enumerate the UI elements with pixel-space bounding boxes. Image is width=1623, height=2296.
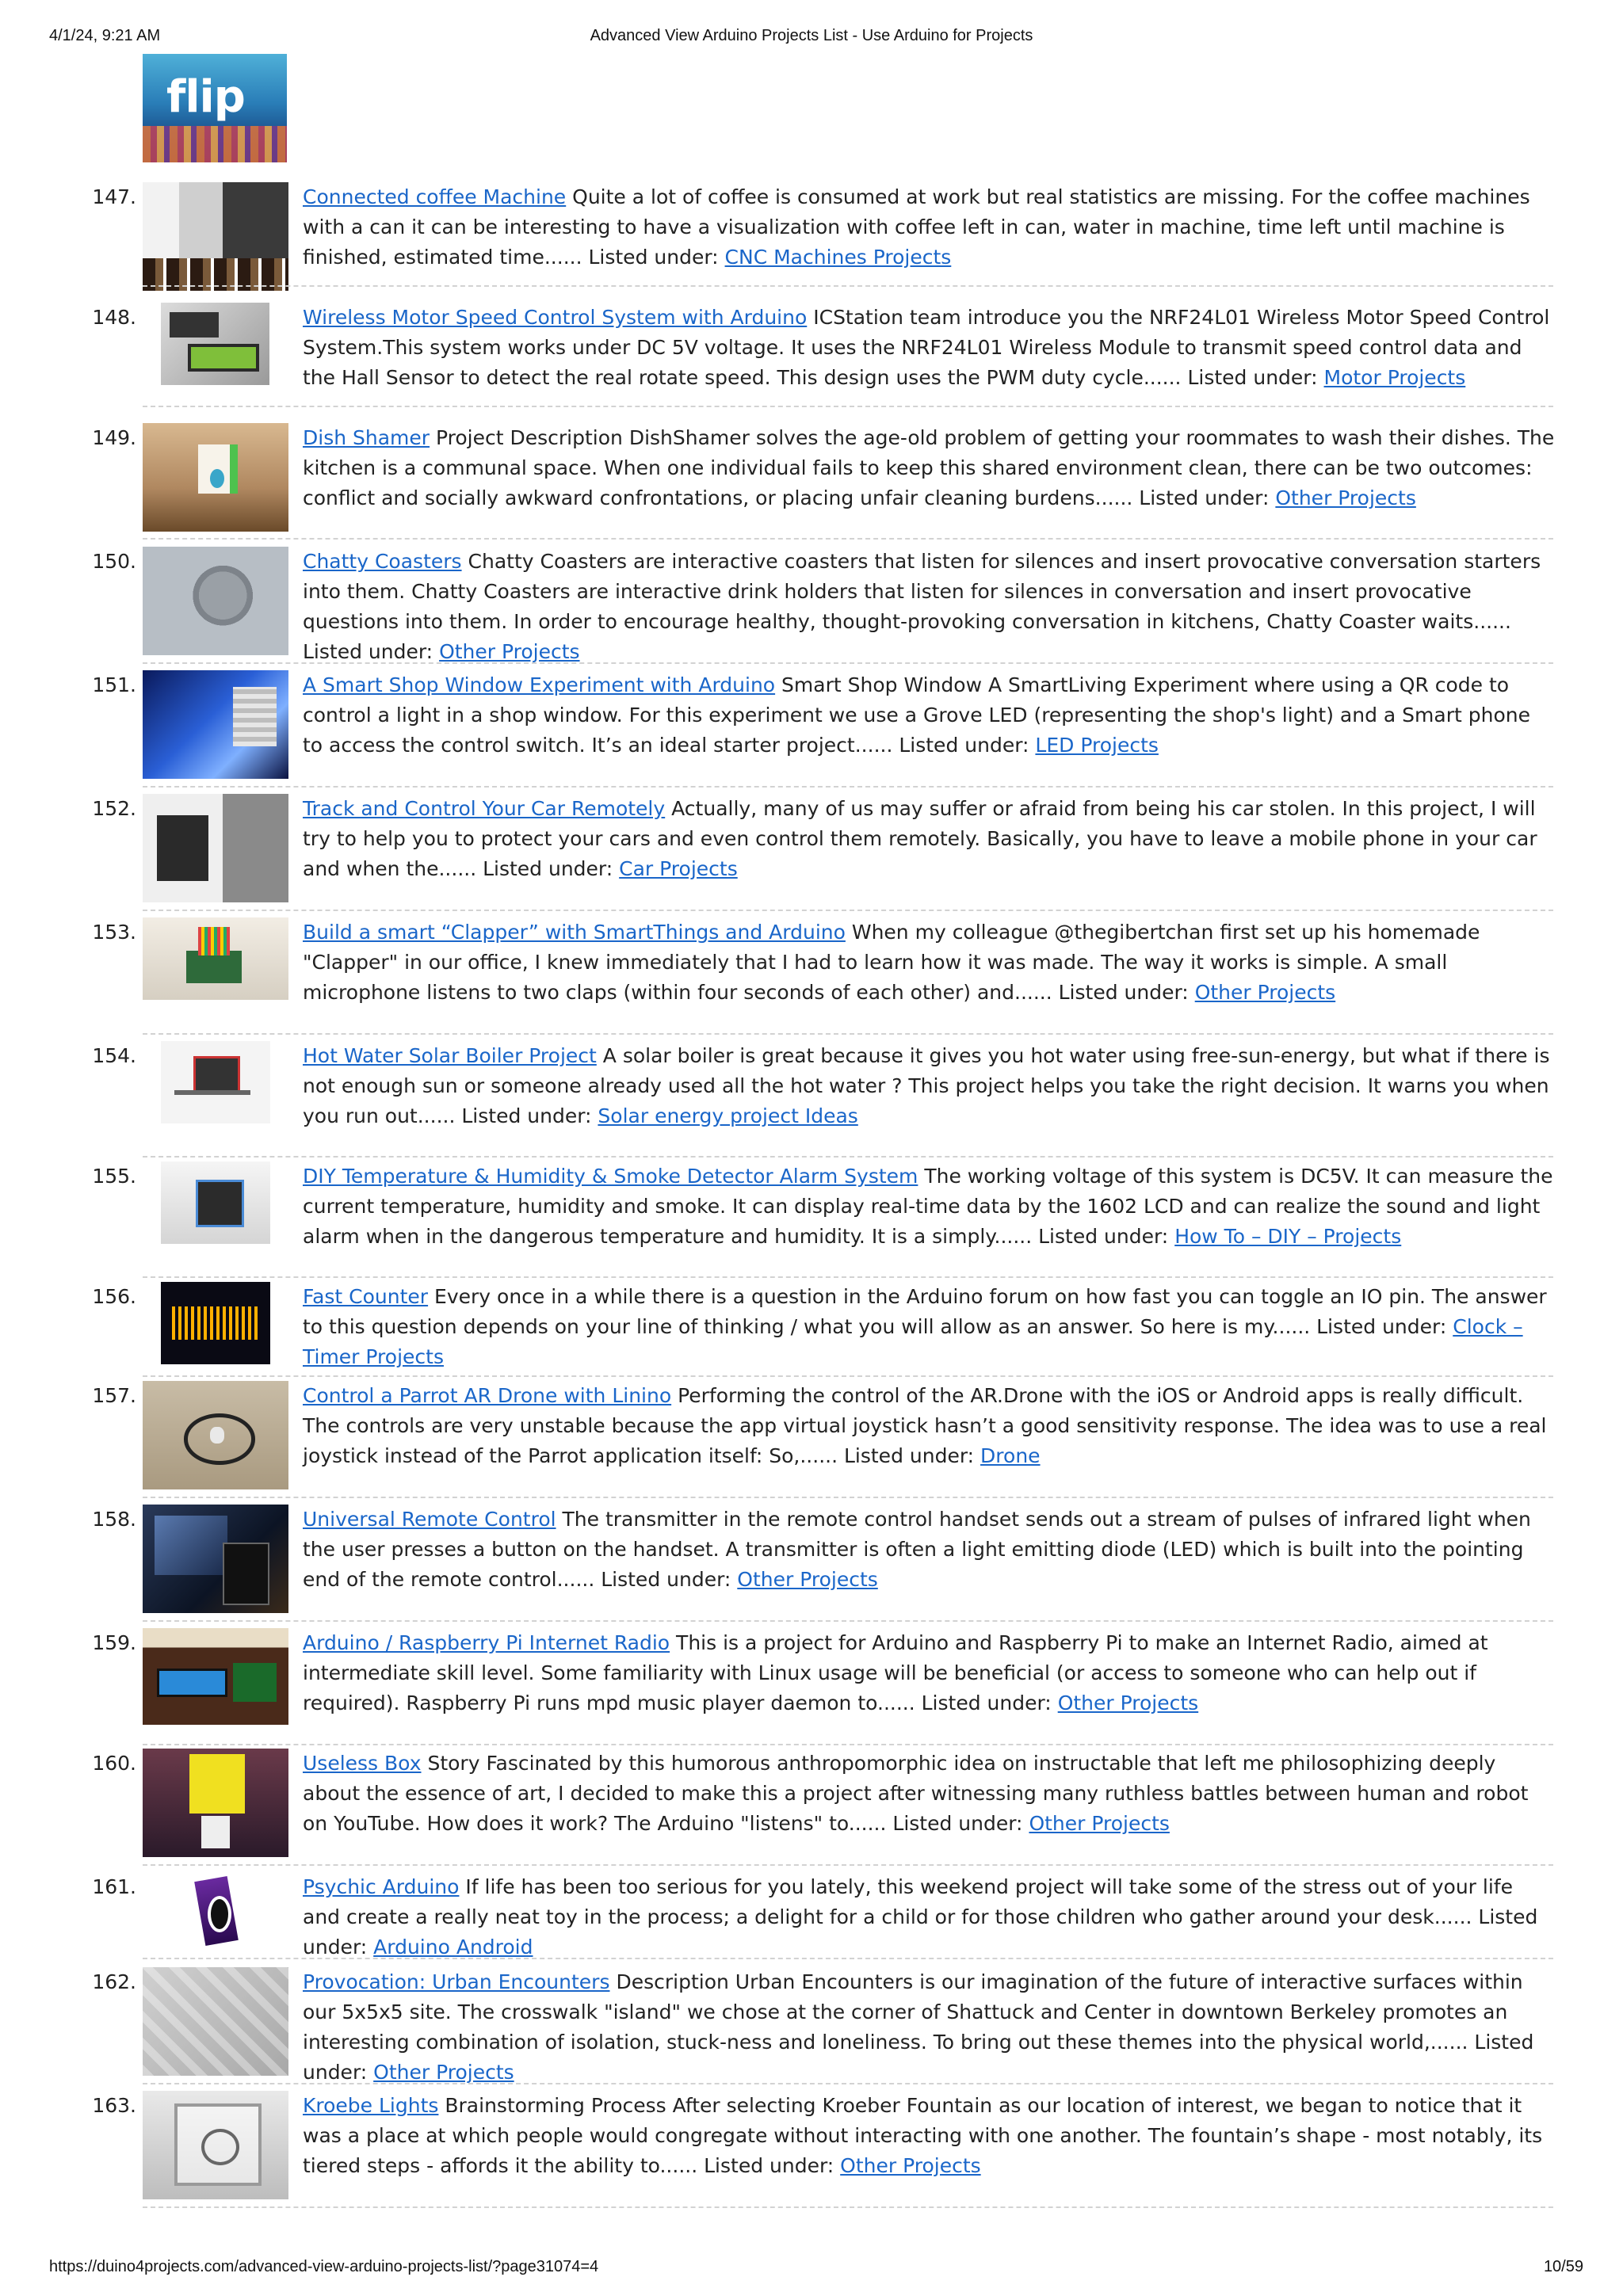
divider [143, 1276, 1553, 1278]
project-summary: Quite a lot of coffee is consumed at work but real statistics are missing. For the coffee machines with a can it can be interesting to have a visualization with coffee left in can, water in machine, time left until machine is finished, estimated time...... Listed under: [303, 185, 1530, 269]
item-description [303, 303, 1555, 393]
item-number: 162. [92, 1970, 136, 1993]
item-number: 159. [92, 1631, 136, 1654]
divider [143, 1033, 1553, 1035]
project-summary: When my colleague @thegibertchan first set up his homemade "Clapper" in our office, I knew immediately that I had to learn how it was made. The way it works is simple. A small microphone listens to two claps (within four seconds of each other) and...... Listed under: [303, 921, 1480, 1004]
project-summary: Chatty Coasters are interactive coasters that listen for silences and insert provocative conversation starters into them. Chatty Coasters are interactive drink holders that listen for silences in conversation and insert provocative questions into them. In order to encourage healthy, thought-provoking conversation in kitchens, Chatty Coaster waits...... Listed under: [303, 550, 1541, 663]
project-thumbnail[interactable] [143, 1967, 288, 2076]
category-link[interactable]: Other Projects [1029, 1812, 1170, 1835]
project-summary: ICStation team introduce you the NRF24L01 Wireless Motor Speed Control System.This system works under DC 5V voltage. It uses the NRF24L01 Wireless Module to transmit speed control data and the Hall Sensor to detect the real rotate speed. This design uses the PWM duty cycle...... Listed under: [303, 306, 1550, 389]
divider [143, 662, 1553, 664]
divider [143, 2206, 1553, 2208]
category-link[interactable]: CNC Machines Projects [724, 246, 952, 269]
item-number: 163. [92, 2094, 136, 2117]
project-title-link[interactable]: A Smart Shop Window Experiment with Arduino [303, 673, 776, 696]
project-title-link[interactable]: Useless Box [303, 1752, 422, 1775]
project-summary: Every once in a while there is a question in the Arduino forum on how fast you can toggle an IO pin. The answer to this question depends on your line of thinking / what you will allow as an answer. So here is my...... Listed under: [303, 1285, 1547, 1338]
divider [143, 786, 1553, 788]
project-summary: Project Description DishShamer solves the age-old problem of getting your roommates to wash their dishes. The kitchen is a communal space. When one individual fails to keep this shared environment clean, there can be two outcomes: conflict and socially awkward confrontations, or placing unfair cleaning burdens...... Listed under: [303, 426, 1555, 509]
item-description [303, 1967, 1555, 2088]
item-number: 153. [92, 921, 136, 944]
project-title-link[interactable]: Wireless Motor Speed Control System with Arduino [303, 306, 808, 329]
divider [143, 538, 1553, 540]
divider [143, 1744, 1553, 1745]
category-link[interactable]: Motor Projects [1323, 366, 1466, 389]
project-thumbnail[interactable] [143, 182, 288, 291]
project-summary: A solar boiler is great because it gives you hot water using free-sun-energy, but what if there is not enough sun or someone already used all the hot water ? This project helps you take the right decision. It warns you when you run out...... Listed under: [303, 1044, 1550, 1127]
item-description [303, 1041, 1555, 1131]
divider [143, 406, 1553, 407]
category-link[interactable]: Other Projects [737, 1568, 878, 1591]
item-description [303, 2091, 1555, 2181]
project-title-link[interactable]: Provocation: Urban Encounters [303, 1970, 610, 1993]
item-number: 157. [92, 1384, 136, 1407]
category-link[interactable]: Other Projects [1194, 981, 1336, 1004]
item-description [303, 670, 1555, 761]
project-summary: The transmitter in the remote control handset sends out a stream of pulses of infrared light when the user presses a button on the handset. A transmitter is often a light emitting diode (LED) which is built into the pointing end of the remote control...... Listed under: [303, 1508, 1531, 1591]
project-summary: Actually, many of us may suffer or afraid from being his car stolen. In this project, I will try to help you to protect your cars and even control them remotely. Basically, you have to leave a mobile phone in your car and when the...... Listed under: [303, 797, 1537, 880]
item-description [303, 1505, 1555, 1595]
divider [143, 2083, 1553, 2084]
category-link[interactable]: Drone [980, 1444, 1041, 1467]
item-description [303, 794, 1555, 884]
item-number: 161. [92, 1875, 136, 1898]
project-thumbnail[interactable] [143, 1381, 288, 1489]
item-number: 151. [92, 673, 136, 696]
divider [143, 1958, 1553, 1959]
project-summary: Story Fascinated by this humorous anthropomorphic idea on instructable that left me philosophizing deeply about the essence of art, I decided to make this a project after witnessing many ruthless battles between human and robot on YouTube. How does it work? The Arduino "listens" to...... Listed under: [303, 1752, 1529, 1835]
category-link[interactable]: Other Projects [373, 2061, 514, 2084]
category-link[interactable]: Other Projects [840, 2154, 981, 2177]
item-description [303, 1161, 1555, 1252]
project-thumbnail[interactable] [143, 1628, 288, 1725]
divider [143, 1497, 1553, 1498]
project-thumbnail[interactable] [176, 1872, 255, 1951]
item-description [303, 1282, 1555, 1372]
project-title-link[interactable]: Fast Counter [303, 1285, 429, 1308]
divider [143, 910, 1553, 911]
item-number: 156. [92, 1285, 136, 1308]
item-number: 154. [92, 1044, 136, 1067]
item-number: 158. [92, 1508, 136, 1531]
print-footer [0, 2258, 1623, 2290]
category-link[interactable]: Arduino Android [373, 1936, 533, 1958]
project-summary: If life has been too serious for you lately, this weekend project will take some of the stress out of your life and create a really neat toy in the process; a delight for a child or for those children who gather around your desk...... Listed under: [303, 1875, 1538, 1958]
print-url: https://duino4projects.com/advanced-view-arduino-projects-list/?page31074=4 [49, 2258, 599, 2275]
item-description [303, 1628, 1555, 1718]
category-link[interactable]: Other Projects [1057, 1691, 1199, 1714]
project-title-link[interactable]: Hot Water Solar Boiler Project [303, 1044, 597, 1067]
project-thumbnail[interactable] [143, 2091, 288, 2199]
project-thumbnail[interactable] [161, 303, 269, 385]
item-number: 160. [92, 1752, 136, 1775]
project-thumbnail[interactable] [143, 917, 288, 1000]
project-summary: The working voltage of this system is DC5V. It can measure the current temperature, humidity and smoke. It can display real-time data by the 1602 LCD and can realize the sound and light alarm when in the dangerous temperature and humidity. It is a simply...... Listed under: [303, 1165, 1553, 1248]
item-number: 150. [92, 550, 136, 573]
project-summary: Description Urban Encounters is our imagination of the future of interactive surfaces within our 5x5x5 site. The crosswalk "island" we chose at the corner of Shattuck and Center in downtown Berkeley promotes an interesting combination of isolation, stuck-ness and loneliness. To bring out these themes into the physical world,...... Listed under: [303, 1970, 1534, 2084]
divider [143, 285, 1553, 287]
project-title-link[interactable]: DIY Temperature & Humidity & Smoke Detector Alarm System [303, 1165, 918, 1188]
divider [143, 1620, 1553, 1622]
print-date: 4/1/24, 9:21 AM [49, 27, 161, 44]
item-number: 147. [92, 185, 136, 208]
category-link[interactable]: Clock – Timer Projects [303, 1315, 1523, 1368]
project-thumbnail[interactable] [143, 1505, 288, 1613]
project-title-link[interactable]: Psychic Arduino [303, 1875, 460, 1898]
category-link[interactable]: Solar energy project Ideas [598, 1104, 858, 1127]
print-title: Advanced View Arduino Projects List - Use Arduino for Projects [590, 27, 1033, 44]
flip-ad-banner[interactable] [143, 54, 287, 162]
project-summary: Brainstorming Process After selecting Kroeber Fountain as our location of interest, we began to notice that it was a place at which people would congregate without interacting with one another. The fountain’s shape - most notably, its tiered steps - affords it the ability to...... Listed under: [303, 2094, 1543, 2177]
project-thumbnail[interactable] [161, 1282, 270, 1364]
flip-logo: flip [166, 71, 245, 123]
project-summary: Performing the control of the AR.Drone with the iOS or Android apps is really difficult. The controls are very unstable because the app virtual joystick hasn’t a good sensitivity response. The idea was to use a real joystick instead of the Parrot application itself: So,...... Listed under: [303, 1384, 1547, 1467]
item-description [303, 1381, 1555, 1471]
item-description [303, 423, 1555, 513]
project-thumbnail[interactable] [143, 1749, 288, 1857]
project-thumbnail[interactable] [143, 547, 288, 655]
project-title-link[interactable]: Dish Shamer [303, 426, 430, 449]
project-title-link[interactable]: Build a smart “Clapper” with SmartThings and Arduino [303, 921, 846, 944]
project-title-link[interactable]: Kroebe Lights [303, 2094, 439, 2117]
category-link[interactable]: Other Projects [439, 640, 580, 663]
item-description [303, 1749, 1555, 1839]
item-number: 152. [92, 797, 136, 820]
category-link[interactable]: LED Projects [1035, 734, 1159, 757]
project-summary: Smart Shop Window A SmartLiving Experiment where using a QR code to control a light in a shop window. For this experiment we use a Grove LED (representing the shop's light) and a Smart phone to access the control switch. It’s an ideal starter project...... Listed under: [303, 673, 1530, 757]
item-description [303, 917, 1555, 1008]
item-description [303, 1872, 1555, 1962]
project-title-link[interactable]: Track and Control Your Car Remotely [303, 797, 666, 820]
item-number: 148. [92, 306, 136, 329]
project-title-link[interactable]: Chatty Coasters [303, 550, 462, 573]
item-number: 155. [92, 1165, 136, 1188]
project-thumbnail[interactable] [161, 1161, 270, 1244]
project-title-link[interactable]: Control a Parrot AR Drone with Linino [303, 1384, 672, 1407]
category-link[interactable]: How To – DIY – Projects [1174, 1225, 1402, 1248]
divider [143, 1156, 1553, 1158]
item-number: 149. [92, 426, 136, 449]
project-thumbnail[interactable] [143, 670, 288, 779]
reef-graphic [143, 126, 287, 162]
category-link[interactable]: Other Projects [1275, 486, 1416, 509]
project-title-link[interactable]: Connected coffee Machine [303, 185, 567, 208]
divider [143, 1375, 1553, 1377]
page-number: 10/59 [1543, 2258, 1583, 2275]
project-summary: This is a project for Arduino and Raspberry Pi to make an Internet Radio, aimed at intermediate skill level. Some familiarity with Linux usage will be beneficial (or access to someone who can help out if required). Raspberry Pi runs mpd music player daemon to...... Listed under: [303, 1631, 1488, 1714]
project-title-link[interactable]: Universal Remote Control [303, 1508, 556, 1531]
item-description [303, 547, 1555, 667]
project-thumbnail[interactable] [161, 1041, 270, 1123]
category-link[interactable]: Car Projects [619, 857, 738, 880]
project-thumbnail[interactable] [143, 794, 288, 902]
project-title-link[interactable]: Arduino / Raspberry Pi Internet Radio [303, 1631, 670, 1654]
divider [143, 1864, 1553, 1866]
item-description [303, 182, 1555, 273]
project-thumbnail[interactable] [143, 423, 288, 532]
